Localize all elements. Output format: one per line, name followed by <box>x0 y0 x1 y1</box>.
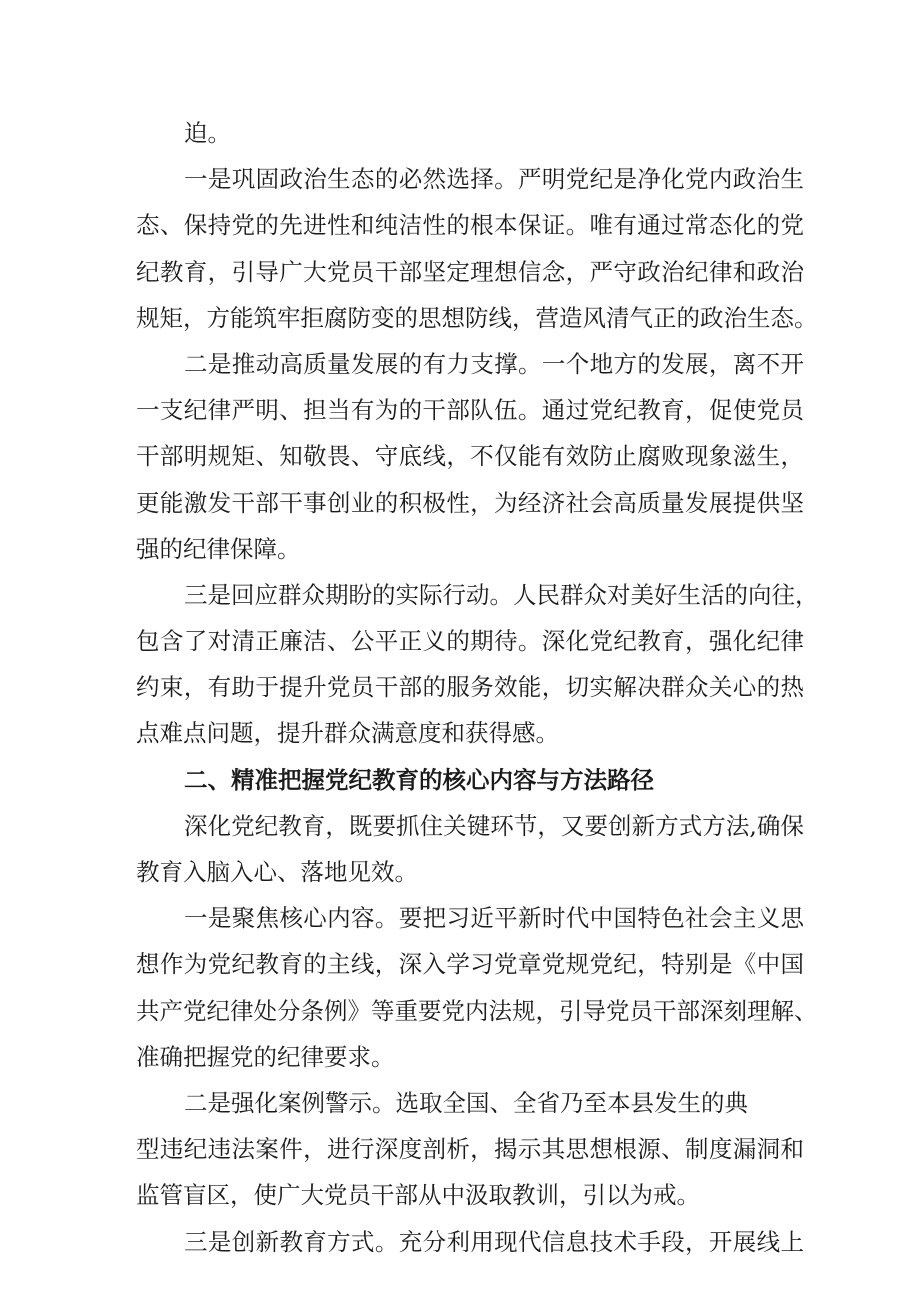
body-line: 型违纪违法案件，进行深度剖析，揭示其思想根源、制度漏洞和 <box>136 1135 804 1164</box>
body-line: 想作为党纪教育的主线，深入学习党章党规党纪，特别是《中国 <box>136 950 804 979</box>
body-line: 二是推动高质量发展的有力支撑。一个地方的发展，离不开 <box>184 349 804 378</box>
body-line: 干部明规矩、知敬畏、守底线，不仅能有效防止腐败现象滋生， <box>136 442 804 471</box>
body-line: 包含了对清正廉洁、公平正义的期待。深化党纪教育，强化纪律 <box>136 627 804 656</box>
body-line: 三是创新教育方式。充分利用现代信息技术手段，开展线上 <box>184 1227 804 1256</box>
body-line: 一支纪律严明、担当有为的干部队伍。通过党纪教育，促使党员 <box>136 396 804 425</box>
body-line: 纪教育，引导广大党员干部坚定理想信念，严守政治纪律和政治 <box>136 257 804 286</box>
body-line: 约束，有助于提升党员干部的服务效能，切实解决群众关心的热 <box>136 673 804 702</box>
document-body <box>136 110 819 1265</box>
body-line: 一是聚焦核心内容。要把习近平新时代中国特色社会主义思 <box>184 904 804 933</box>
body-line: 规矩，方能筑牢拒腐防变的思想防线，营造风清气正的政治生态。 <box>136 303 818 332</box>
body-line: 三是回应群众期盼的实际行动。人民群众对美好生活的向往， <box>184 580 819 609</box>
body-line: 教育入脑入心、落地见效。 <box>136 858 418 886</box>
body-line: 强的纪律保障。 <box>136 534 301 563</box>
body-line: 准确把握党的纪律要求。 <box>136 1042 395 1071</box>
body-line: 一是巩固政治生态的必然选择。严明党纪是净化党内政治生 <box>184 165 804 194</box>
section-heading: 二、精准把握党纪教育的核心内容与方法路径 <box>184 765 654 794</box>
body-line: 点难点问题，提升群众满意度和获得感。 <box>136 719 559 748</box>
body-line: 迫。 <box>184 119 231 147</box>
body-line: 更能激发干部干事创业的积极性，为经济社会高质量发展提供坚 <box>136 488 804 517</box>
body-line: 监管盲区，使广大党员干部从中汲取教训，引以为戒。 <box>136 1181 700 1210</box>
body-line: 深化党纪教育，既要抓住关键环节，又要创新方式方法,确保 <box>184 811 804 840</box>
body-line: 态、保持党的先进性和纯洁性的根本保证。唯有通过常态化的党 <box>136 211 804 240</box>
body-line: 二是强化案例警示。选取全国、全省乃至本县发生的典 <box>184 1088 748 1117</box>
body-line: 共产党纪律处分条例》等重要党内法规，引导党员干部深刻理解、 <box>136 996 818 1025</box>
